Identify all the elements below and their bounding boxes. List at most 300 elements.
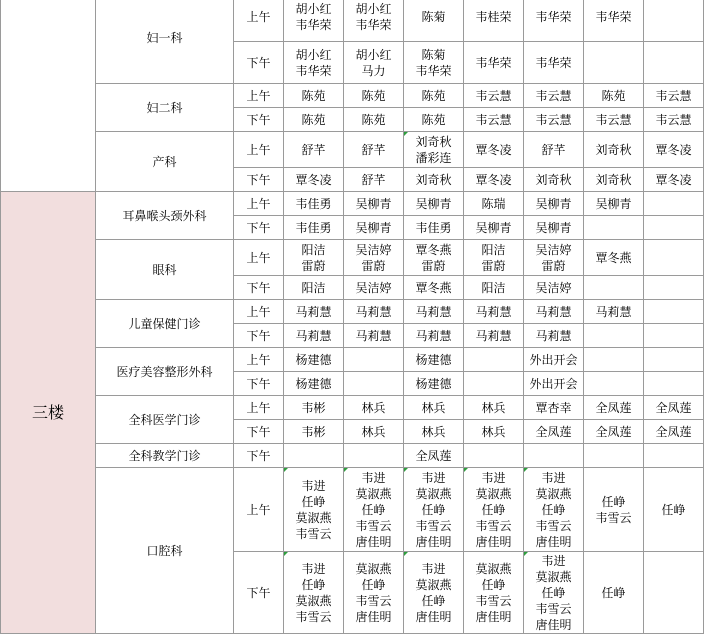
schedule-cell[interactable] — [644, 192, 704, 216]
doctor-name: 任峥 — [481, 502, 506, 517]
schedule-cell[interactable] — [644, 132, 704, 168]
schedule-cell[interactable] — [464, 108, 524, 132]
cell-comment-marker-icon — [344, 468, 348, 472]
session-time: 上午 — [234, 192, 284, 216]
schedule-cell[interactable] — [524, 108, 584, 132]
schedule-cell[interactable] — [524, 348, 584, 372]
doctor-name: 韦进 — [301, 478, 326, 493]
schedule-row — [1, 444, 704, 468]
schedule-cell[interactable] — [644, 348, 704, 372]
schedule-cell[interactable] — [404, 552, 464, 634]
doctor-name: 韦华荣 — [535, 55, 572, 70]
doctor-name: 韦桂荣 — [475, 9, 512, 24]
schedule-cell[interactable] — [644, 444, 704, 468]
doctor-name: 覃冬凌 — [475, 172, 512, 187]
doctor-name: 唐佳明 — [355, 534, 392, 549]
schedule-cell[interactable] — [644, 240, 704, 276]
session-time: 下午 — [234, 168, 284, 192]
doctor-name: 吴柳青 — [595, 196, 632, 211]
doctor-name: 覃冬燕 — [595, 250, 632, 265]
schedule-cell[interactable] — [284, 372, 344, 396]
doctor-name: 外出开会 — [529, 376, 578, 391]
schedule-cell[interactable] — [584, 42, 644, 84]
doctor-name: 韦雪云 — [295, 526, 332, 541]
doctor-name: 雷蔚 — [361, 258, 386, 273]
doctor-name: 韦雪云 — [355, 518, 392, 533]
doctor-name: 林兵 — [481, 424, 506, 439]
schedule-cell[interactable] — [284, 396, 344, 420]
schedule-cell[interactable] — [464, 240, 524, 276]
schedule-cell[interactable] — [524, 168, 584, 192]
schedule-cell[interactable] — [284, 468, 344, 552]
doctor-name: 韦华荣 — [295, 17, 332, 32]
schedule-cell[interactable] — [644, 216, 704, 240]
schedule-cell[interactable] — [404, 324, 464, 348]
doctor-name: 吴洁婷 — [355, 280, 392, 295]
doctor-name: 韦华荣 — [355, 17, 392, 32]
doctor-name: 韦进 — [421, 561, 446, 576]
doctor-name: 林兵 — [361, 400, 386, 415]
doctor-name: 陈菊 — [421, 47, 446, 62]
doctor-name: 马莉慧 — [535, 328, 572, 343]
schedule-cell[interactable] — [524, 444, 584, 468]
doctor-name: 刘奇秋 — [415, 134, 452, 149]
doctor-name: 韦云慧 — [475, 88, 512, 103]
session-time: 下午 — [234, 216, 284, 240]
doctor-name: 韦雪云 — [475, 518, 512, 533]
schedule-cell[interactable] — [344, 108, 404, 132]
doctor-name: 舒芊 — [361, 142, 386, 157]
schedule-cell[interactable] — [524, 0, 584, 42]
schedule-cell[interactable] — [404, 468, 464, 552]
schedule-cell[interactable] — [284, 420, 344, 444]
doctor-name: 覃冬燕 — [415, 242, 452, 257]
doctor-name: 舒芊 — [541, 142, 566, 157]
doctor-name: 覃冬凌 — [475, 142, 512, 157]
schedule-cell[interactable] — [584, 324, 644, 348]
doctor-name: 马莉慧 — [295, 328, 332, 343]
doctor-name: 韦雪云 — [295, 609, 332, 624]
doctor-name: 陈苑 — [361, 112, 386, 127]
schedule-cell[interactable] — [644, 300, 704, 324]
doctor-name: 陈菊 — [421, 9, 446, 24]
doctor-name: 覃冬凌 — [295, 172, 332, 187]
schedule-cell[interactable] — [344, 42, 404, 84]
doctor-name: 全凤莲 — [655, 400, 692, 415]
doctor-name: 韦雪云 — [355, 593, 392, 608]
doctor-name: 莫淑燕 — [415, 486, 452, 501]
schedule-cell[interactable] — [404, 42, 464, 84]
schedule-cell[interactable] — [464, 444, 524, 468]
schedule-cell[interactable] — [284, 168, 344, 192]
schedule-cell[interactable] — [284, 444, 344, 468]
doctor-name: 任峥 — [601, 585, 626, 600]
doctor-name: 阳洁 — [481, 280, 506, 295]
schedule-cell[interactable] — [344, 372, 404, 396]
doctor-name: 马莉慧 — [355, 304, 392, 319]
schedule-cell[interactable] — [404, 0, 464, 42]
schedule-cell[interactable] — [464, 168, 524, 192]
doctor-name: 吴洁婷 — [535, 242, 572, 257]
doctor-name: 陈瑞 — [481, 196, 506, 211]
doctor-name: 全凤莲 — [415, 448, 452, 463]
schedule-cell[interactable] — [464, 276, 524, 300]
doctor-name: 吴柳青 — [475, 220, 512, 235]
session-time: 上午 — [234, 468, 284, 552]
schedule-cell[interactable] — [584, 372, 644, 396]
schedule-cell[interactable] — [404, 108, 464, 132]
schedule-cell[interactable] — [524, 372, 584, 396]
schedule-cell[interactable] — [464, 132, 524, 168]
schedule-cell[interactable] — [344, 240, 404, 276]
schedule-cell[interactable] — [584, 444, 644, 468]
schedule-cell[interactable] — [584, 420, 644, 444]
schedule-cell[interactable] — [584, 132, 644, 168]
doctor-name: 陈苑 — [421, 112, 446, 127]
doctor-name: 任峥 — [481, 577, 506, 592]
schedule-cell[interactable] — [584, 192, 644, 216]
schedule-cell[interactable] — [464, 552, 524, 634]
schedule-cell[interactable] — [404, 372, 464, 396]
doctor-name: 任峥 — [421, 593, 446, 608]
session-time: 下午 — [234, 552, 284, 634]
doctor-name: 韦云慧 — [535, 88, 572, 103]
doctor-name: 韦雪云 — [595, 510, 632, 525]
doctor-name: 马莉慧 — [295, 304, 332, 319]
doctor-name: 吴洁婷 — [355, 242, 392, 257]
schedule-cell[interactable] — [464, 192, 524, 216]
schedule-cell[interactable] — [524, 192, 584, 216]
schedule-cell[interactable] — [464, 216, 524, 240]
doctor-name: 杨建德 — [295, 352, 332, 367]
schedule-cell[interactable] — [344, 348, 404, 372]
schedule-cell[interactable] — [344, 396, 404, 420]
schedule-row — [1, 396, 704, 420]
empty-floor-cell — [1, 0, 96, 192]
doctor-name: 任峥 — [301, 577, 326, 592]
schedule-cell[interactable] — [284, 348, 344, 372]
schedule-cell[interactable] — [404, 240, 464, 276]
schedule-row — [1, 192, 704, 216]
cell-comment-marker-icon — [284, 468, 288, 472]
doctor-name: 杨建德 — [415, 352, 452, 367]
schedule-cell[interactable] — [464, 324, 524, 348]
schedule-cell[interactable] — [404, 84, 464, 108]
schedule-cell[interactable] — [524, 132, 584, 168]
doctor-name: 任峥 — [541, 502, 566, 517]
session-time: 下午 — [234, 276, 284, 300]
session-time: 下午 — [234, 420, 284, 444]
doctor-name: 马莉慧 — [475, 328, 512, 343]
schedule-cell[interactable] — [644, 372, 704, 396]
schedule-cell[interactable] — [284, 108, 344, 132]
doctor-name: 唐佳明 — [535, 534, 572, 549]
schedule-cell[interactable] — [344, 420, 404, 444]
schedule-cell[interactable] — [404, 300, 464, 324]
session-time: 上午 — [234, 396, 284, 420]
session-time: 上午 — [234, 240, 284, 276]
schedule-cell[interactable] — [404, 396, 464, 420]
doctor-name: 任峥 — [661, 502, 686, 517]
schedule-cell[interactable] — [464, 396, 524, 420]
schedule-cell[interactable] — [524, 216, 584, 240]
schedule-cell[interactable] — [464, 42, 524, 84]
doctor-name: 唐佳明 — [475, 609, 512, 624]
schedule-cell[interactable] — [524, 84, 584, 108]
schedule-cell[interactable] — [344, 84, 404, 108]
schedule-cell[interactable] — [344, 192, 404, 216]
schedule-cell[interactable] — [584, 468, 644, 552]
doctor-name: 韦彬 — [301, 424, 326, 439]
schedule-cell[interactable] — [404, 168, 464, 192]
doctor-name: 吴柳青 — [355, 196, 392, 211]
schedule-cell[interactable] — [644, 468, 704, 552]
schedule-cell[interactable] — [344, 276, 404, 300]
doctor-name: 吴柳青 — [355, 220, 392, 235]
doctor-name: 韦云慧 — [595, 112, 632, 127]
schedule-row — [1, 132, 704, 168]
doctor-name: 吴柳青 — [415, 196, 452, 211]
session-time: 下午 — [234, 372, 284, 396]
schedule-cell[interactable] — [284, 42, 344, 84]
doctor-name: 韦云慧 — [475, 112, 512, 127]
session-time: 下午 — [234, 444, 284, 468]
schedule-cell[interactable] — [584, 168, 644, 192]
doctor-name: 韦雪云 — [415, 518, 452, 533]
schedule-cell[interactable] — [284, 0, 344, 42]
schedule-cell[interactable] — [584, 552, 644, 634]
schedule-cell[interactable] — [584, 348, 644, 372]
schedule-cell[interactable] — [644, 108, 704, 132]
doctor-name: 陈苑 — [421, 88, 446, 103]
cell-comment-marker-icon — [464, 468, 468, 472]
cell-comment-marker-icon — [524, 468, 528, 472]
schedule-cell[interactable] — [344, 300, 404, 324]
schedule-cell[interactable] — [464, 84, 524, 108]
schedule-cell[interactable] — [584, 240, 644, 276]
schedule-cell[interactable] — [464, 300, 524, 324]
doctor-name: 杨建德 — [415, 376, 452, 391]
schedule-cell[interactable] — [464, 420, 524, 444]
schedule-cell[interactable] — [344, 324, 404, 348]
schedule-cell[interactable] — [284, 216, 344, 240]
schedule-cell[interactable] — [284, 552, 344, 634]
doctor-name: 马莉慧 — [415, 328, 452, 343]
doctor-name: 林兵 — [481, 400, 506, 415]
doctor-name: 韦华荣 — [475, 55, 512, 70]
doctor-name: 任峥 — [361, 577, 386, 592]
session-time: 下午 — [234, 324, 284, 348]
doctor-name: 韦进 — [421, 470, 446, 485]
doctor-name: 林兵 — [421, 424, 446, 439]
schedule-cell[interactable] — [584, 84, 644, 108]
schedule-cell[interactable] — [464, 372, 524, 396]
schedule-cell[interactable] — [644, 420, 704, 444]
doctor-name: 莫淑燕 — [295, 593, 332, 608]
cell-comment-marker-icon — [284, 552, 288, 556]
schedule-cell[interactable] — [644, 168, 704, 192]
schedule-cell[interactable] — [344, 168, 404, 192]
schedule-cell[interactable] — [344, 132, 404, 168]
session-time: 上午 — [234, 84, 284, 108]
schedule-cell[interactable] — [404, 348, 464, 372]
doctor-name: 阳洁 — [481, 242, 506, 257]
schedule-cell[interactable] — [524, 552, 584, 634]
floor-label: 三楼 — [1, 192, 96, 634]
doctor-name: 马莉慧 — [475, 304, 512, 319]
schedule-cell[interactable] — [404, 420, 464, 444]
schedule-cell[interactable] — [644, 396, 704, 420]
doctor-name: 雷蔚 — [481, 258, 506, 273]
department-name: 全科教学门诊 — [96, 444, 234, 468]
schedule-cell[interactable] — [344, 468, 404, 552]
schedule-cell[interactable] — [404, 132, 464, 168]
doctor-name: 全凤莲 — [595, 424, 632, 439]
doctor-name: 莫淑燕 — [535, 569, 572, 584]
schedule-cell[interactable] — [644, 324, 704, 348]
doctor-name: 全凤莲 — [535, 424, 572, 439]
doctor-name: 韦华荣 — [535, 9, 572, 24]
doctor-name: 韦雪云 — [535, 518, 572, 533]
schedule-cell[interactable] — [344, 0, 404, 42]
doctor-name: 吴柳青 — [535, 220, 572, 235]
schedule-cell[interactable] — [464, 348, 524, 372]
doctor-name: 刘奇秋 — [535, 172, 572, 187]
schedule-cell[interactable] — [524, 420, 584, 444]
doctor-name: 莫淑燕 — [355, 486, 392, 501]
schedule-cell[interactable] — [404, 192, 464, 216]
schedule-cell[interactable] — [404, 216, 464, 240]
doctor-name: 阳洁 — [301, 280, 326, 295]
doctor-name: 杨建德 — [295, 376, 332, 391]
doctor-name: 刘奇秋 — [415, 172, 452, 187]
doctor-name: 马莉慧 — [535, 304, 572, 319]
doctor-name: 唐佳明 — [355, 609, 392, 624]
doctor-name: 莫淑燕 — [355, 561, 392, 576]
session-time: 下午 — [234, 108, 284, 132]
schedule-cell[interactable] — [524, 240, 584, 276]
doctor-name: 韦佳勇 — [295, 220, 332, 235]
doctor-name: 莫淑燕 — [295, 510, 332, 525]
doctor-name: 韦云慧 — [655, 112, 692, 127]
doctor-name: 马莉慧 — [595, 304, 632, 319]
doctor-name: 阳洁 — [301, 242, 326, 257]
session-time: 下午 — [234, 42, 284, 84]
schedule-cell[interactable] — [464, 0, 524, 42]
schedule-cell[interactable] — [344, 552, 404, 634]
schedule-cell[interactable] — [644, 552, 704, 634]
doctor-name: 任峥 — [541, 585, 566, 600]
doctor-name: 全凤莲 — [655, 424, 692, 439]
schedule-cell[interactable] — [644, 42, 704, 84]
doctor-name: 潘彩连 — [415, 150, 452, 165]
schedule-cell[interactable] — [284, 240, 344, 276]
doctor-name: 韦云慧 — [535, 112, 572, 127]
doctor-name: 胡小红 — [295, 1, 332, 16]
schedule-cell[interactable] — [584, 0, 644, 42]
schedule-cell[interactable] — [524, 324, 584, 348]
department-name: 全科医学门诊 — [96, 396, 234, 444]
doctor-name: 韦华荣 — [295, 63, 332, 78]
doctor-name: 任峥 — [361, 502, 386, 517]
schedule-cell[interactable] — [524, 468, 584, 552]
cell-comment-marker-icon — [404, 552, 408, 556]
schedule-row — [1, 240, 704, 276]
doctor-name: 覃冬凌 — [655, 172, 692, 187]
schedule-cell[interactable] — [524, 396, 584, 420]
schedule-row — [1, 300, 704, 324]
schedule-cell[interactable] — [284, 192, 344, 216]
schedule-cell[interactable] — [344, 216, 404, 240]
schedule-cell[interactable] — [464, 468, 524, 552]
department-name: 妇一科 — [96, 0, 234, 84]
doctor-name: 任峥 — [301, 494, 326, 509]
department-name: 口腔科 — [96, 468, 234, 634]
schedule-cell[interactable] — [644, 276, 704, 300]
doctor-name: 韦进 — [301, 561, 326, 576]
session-time: 上午 — [234, 0, 284, 42]
doctor-name: 任峥 — [421, 502, 446, 517]
doctor-name: 唐佳明 — [475, 534, 512, 549]
doctor-name: 韦进 — [541, 470, 566, 485]
doctor-name: 陈苑 — [601, 88, 626, 103]
doctor-name: 全凤莲 — [595, 400, 632, 415]
doctor-name: 雷蔚 — [541, 258, 566, 273]
session-time: 上午 — [234, 300, 284, 324]
schedule-row — [1, 468, 704, 552]
schedule-cell[interactable] — [524, 300, 584, 324]
cell-comment-marker-icon — [524, 552, 528, 556]
schedule-cell[interactable] — [584, 276, 644, 300]
schedule-cell[interactable] — [584, 396, 644, 420]
schedule-cell[interactable] — [284, 84, 344, 108]
schedule-cell[interactable] — [584, 300, 644, 324]
doctor-name: 舒芊 — [301, 142, 326, 157]
doctor-name: 韦雪云 — [475, 593, 512, 608]
doctor-name: 莫淑燕 — [415, 577, 452, 592]
schedule-cell[interactable] — [584, 216, 644, 240]
schedule-cell[interactable] — [404, 444, 464, 468]
schedule-cell[interactable] — [644, 0, 704, 42]
doctor-name: 陈苑 — [361, 88, 386, 103]
department-name: 儿童保健门诊 — [96, 300, 234, 348]
schedule-cell[interactable] — [524, 42, 584, 84]
schedule-cell[interactable] — [404, 276, 464, 300]
doctor-name: 韦彬 — [301, 400, 326, 415]
schedule-row — [1, 0, 704, 42]
department-name: 眼科 — [96, 240, 234, 300]
doctor-name: 林兵 — [421, 400, 446, 415]
doctor-name: 韦佳勇 — [415, 220, 452, 235]
doctor-name: 舒芊 — [361, 172, 386, 187]
doctor-name: 覃杏幸 — [535, 400, 572, 415]
doctor-name: 雷蔚 — [421, 258, 446, 273]
schedule-cell[interactable] — [344, 444, 404, 468]
schedule-cell[interactable] — [584, 108, 644, 132]
schedule-cell[interactable] — [644, 84, 704, 108]
schedule-cell[interactable] — [284, 300, 344, 324]
doctor-name: 吴洁婷 — [535, 280, 572, 295]
schedule-cell[interactable] — [284, 132, 344, 168]
schedule-cell[interactable] — [284, 324, 344, 348]
doctor-name: 马力 — [361, 63, 386, 78]
doctor-name: 刘奇秋 — [595, 142, 632, 157]
schedule-cell[interactable] — [524, 276, 584, 300]
department-name: 妇二科 — [96, 84, 234, 132]
doctor-name: 覃冬燕 — [415, 280, 452, 295]
doctor-name: 唐佳明 — [535, 617, 572, 632]
schedule-cell[interactable] — [284, 276, 344, 300]
